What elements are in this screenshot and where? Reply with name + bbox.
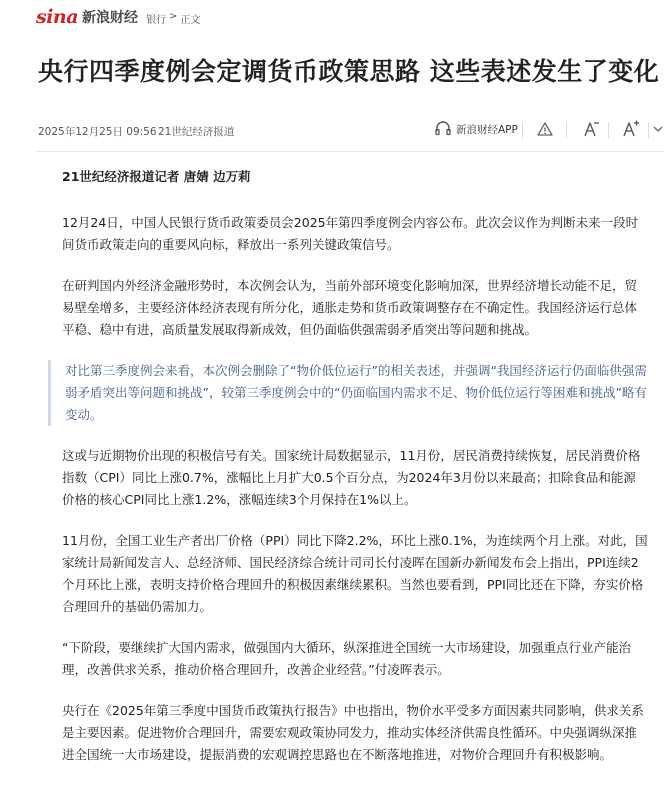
- font-increase-icon[interactable]: [620, 118, 642, 140]
- article-title: 央行四季度例会定调货币政策思路 这些表述发生了变化: [38, 57, 660, 86]
- open-app-button[interactable]: [434, 120, 518, 139]
- toolbar-divider: [648, 122, 649, 138]
- article-paragraph: 在研判国内外经济金融形势时，本次例会认为，当前外部环境变化影响加深，世界经济增长动能不足，贸易壁垒增多，主要经济体经济表现有所分化，通胀走势和货币政策调整存在不确定性。我国经济运行总体平稳、稳中有进，高质量发展取得新成效，但仍面临供强需弱矛盾突出等问题和挑战。: [62, 278, 638, 337]
- sina-finance-logo[interactable]: [36, 6, 138, 28]
- article-byline: 21世纪经济报道记者 唐婧 边万莉: [62, 169, 251, 184]
- report-warning-icon[interactable]: [534, 118, 556, 140]
- open-app-label: 新浪财经APP: [456, 124, 518, 136]
- breadcrumb: [146, 11, 200, 26]
- toolbar-divider: [566, 122, 567, 138]
- sina-logo-mark: sina: [36, 6, 79, 28]
- toolbar-divider: [608, 122, 609, 138]
- meta-divider: [36, 151, 664, 152]
- article-body: [62, 162, 648, 785]
- font-decrease-icon[interactable]: [580, 118, 602, 140]
- share-chevron-icon[interactable]: [652, 118, 664, 140]
- article-paragraph: 12月24日，中国人民银行货币政策委员会2025年第四季度例会内容公布。此次会议作为判断未来一段时间货币政策走向的重要风向标，释放出一系列关键政策信号。: [62, 215, 639, 252]
- headphones-icon: [434, 120, 452, 139]
- sina-finance-logo-text: 新浪财经: [82, 10, 139, 26]
- publish-datetime: 2025年12月25日 09:56: [38, 126, 157, 138]
- article-highlight-paragraph: 对比第三季度例会来看，本次例会删除了“物价低位运行”的相关表述，并强调“我国经济运行仍面临供强需弱矛盾突出等问题和挑战”，较第三季度例会中的“仍面临国内需求不足、物价低位运行等困难和挑战”略有变动。: [48, 360, 648, 426]
- breadcrumb-separator: >: [169, 11, 178, 22]
- top-bar: [0, 0, 664, 34]
- breadcrumb-bank[interactable]: 银行: [146, 15, 166, 26]
- article-paragraph: 央行在《2025年第三季度中国货币政策执行报告》中也指出，物价水平受多方面因素共同影响，供求关系是主要因素。促进物价合理回升，需要宏观政策协同发力，推动实体经济供需良性循环。中央强调纵深推进全国统一大市场建设，提振消费的宏观调控思路也在不断落地推进，对物价合理回升有积极影响。: [62, 703, 644, 762]
- article-paragraph: 这或与近期物价出现的积极信号有关。国家统计局数据显示，11月份，居民消费持续恢复，居民消费价格指数（CPI）同比上涨0.7%，涨幅比上月扩大0.5个百分点，为2024年3月份以来最高；扣除食品和能源价格的核心CPI同比上涨1.2%，涨幅连续3个月保持在1%以上。: [62, 448, 641, 507]
- article-meta: [0, 116, 664, 146]
- article-paragraph: 11月份，全国工业生产者出厂价格（PPI）同比下降2.2%，环比上涨0.1%，为连续两个月上涨。对此，国家统计局新闻发言人、总经济师、国民经济综合统计司司长付凌晖在国新办新闻发布会上指出，PPI连续2个月环比上涨，表明支持价格合理回升的积极因素继续累积。当然也要看到，PPI同比还在下降，夯实价格合理回升的基础仍需加力。: [62, 533, 648, 614]
- toolbar-divider: [522, 122, 523, 138]
- article-paragraph: “下阶段，要继续扩大国内需求，做强国内大循环，纵深推进全国统一大市场建设，加强重点行业产能治理，改善供求关系，推动价格合理回升，改善企业经营。”付凌晖表示。: [62, 640, 631, 677]
- article-source[interactable]: 21世纪经济报道: [158, 126, 235, 138]
- breadcrumb-current: 正文: [180, 15, 201, 26]
